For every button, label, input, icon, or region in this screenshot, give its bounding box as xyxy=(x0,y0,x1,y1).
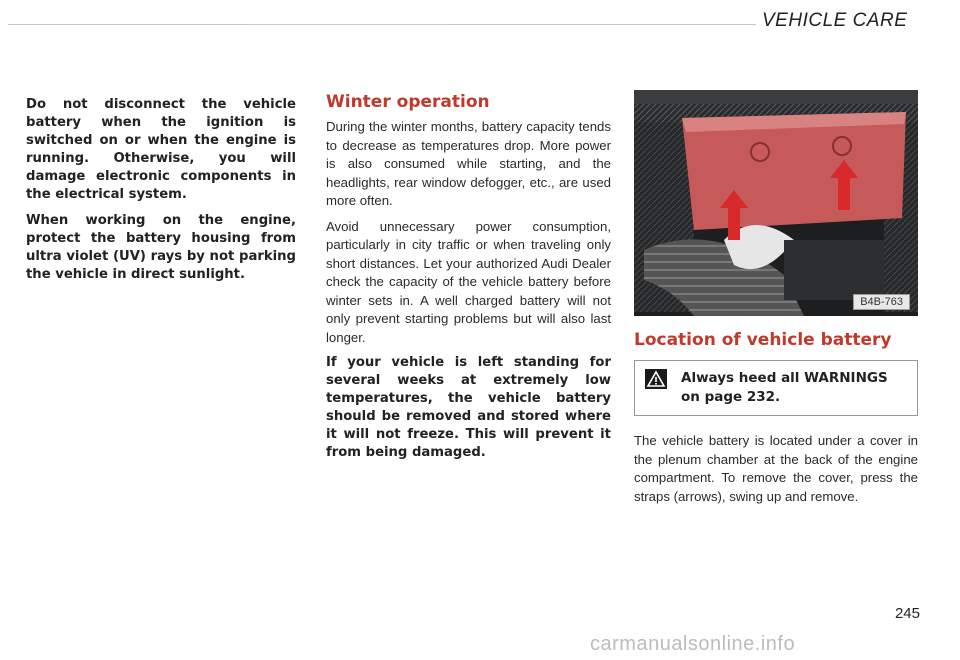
winter-operation-heading: Winter operation xyxy=(326,92,490,112)
warning-text: Always heed all WARNINGS on page 232. xyxy=(681,370,888,405)
uv-warning-text: When working on the engine, protect the battery housing from ultra violet (UV) rays by not parking the vehicle in direct sunlight. xyxy=(26,213,296,282)
engine-bay-illustration xyxy=(634,90,918,316)
header-rule-accent xyxy=(248,24,448,25)
battery-location-photo xyxy=(634,90,918,316)
warning-callout xyxy=(634,360,918,416)
page-header-title: VEHICLE CARE xyxy=(762,10,908,31)
middle-column xyxy=(326,92,611,470)
figure-code-label: B4B-763 xyxy=(853,294,910,310)
battery-location-heading: Location of vehicle battery xyxy=(634,330,892,350)
winter-paragraph-1: During the winter months, battery capacity tends to decrease as temperatures drop. More power is also consumed while starting, and the headlights, rear window defogger, etc., are used more often. xyxy=(326,119,611,208)
warning-triangle-icon xyxy=(645,369,667,389)
watermark-text: carmanualsonline.info xyxy=(590,633,796,655)
battery-location-paragraph: The vehicle battery is located under a cover in the plenum chamber at the back of the engine compartment. To remove the cover, press the straps (arrows), swing up and remove. xyxy=(634,433,918,504)
winter-paragraph-2: Avoid unnecessary power consumption, particularly in city traffic or when traveling only short distances. Let your authorized Audi Dealer check the capacity of the vehicle battery before winter sets in. A well charged battery will not only prevent starting problems but will also last longer. xyxy=(326,218,611,345)
page-number: 245 xyxy=(894,605,920,622)
left-column xyxy=(26,96,296,292)
disconnect-warning-text: Do not disconnect the vehicle battery when the ignition is switched on or when the engine is running. Otherwise, you will damage electronic components in the electrical system. xyxy=(26,97,296,202)
right-column xyxy=(634,90,918,513)
header-rule xyxy=(8,24,756,25)
winter-paragraph-3: If your vehicle is left standing for several weeks at extremely low temperatures, the vehicle battery should be removed and stored where it will not freeze. This will prevent it from being damaged. xyxy=(326,355,611,460)
